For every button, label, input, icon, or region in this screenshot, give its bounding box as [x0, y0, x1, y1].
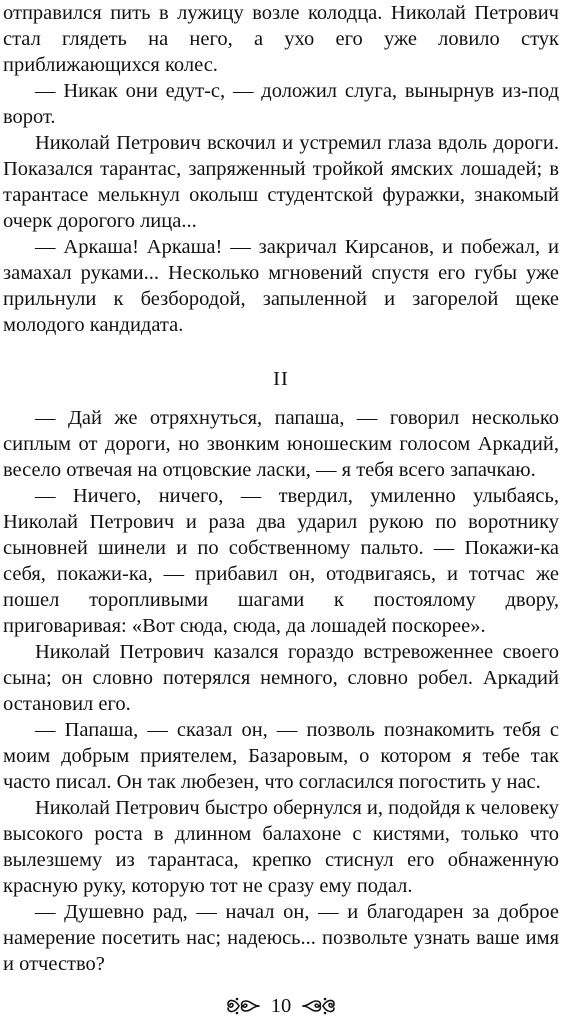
paragraph: отправился пить в лужицу возле колодца. Николай Петрович стал глядеть на него, а ухо его уже ловило стук приближающихся колес. — [3, 2, 559, 76]
chapter-text — [3, 405, 559, 977]
paragraph: — Никак они едут-с, — доложил слуга, вынырнув из-под ворот. — [3, 80, 559, 128]
paragraph: Николай Петрович вскочил и устремил глаза вдоль дороги. Показался тарантас, запряженный тройкой ямских лошадей; в тарантасе мелькнул околыш студентской фуражки, знакомый очерк дорогого лица... — [3, 132, 559, 232]
paragraph: Николай Петрович быстро обернулся и, подойдя к человеку высокого роста в длинном балахоне с кистями, только что вылезшему из тарантаса, крепко стиснул его обнаженную красную руку, которую тот не сразу ему подал. — [3, 797, 559, 897]
paragraph: — Душевно рад, — начал он, — и благодарен за доброе намерение посетить нас; надеюсь... позвольте узнать ваше имя и отчество? — [3, 901, 559, 975]
page-number: 10 — [270, 995, 292, 1017]
chapter-heading: II — [273, 368, 289, 390]
scroll-ornament-left-icon — [225, 995, 261, 1017]
paragraph: — Дай же отряхнуться, папаша, — говорил несколько сиплым от дороги, но звонким юношеским голосом Аркадий, весело отвечая на отцовские ласки, — я тебя всего запачкаю. — [3, 407, 559, 481]
scroll-ornament-right-icon — [301, 995, 337, 1017]
paragraph: Николай Петрович казался гораздо встревоженнее своего сына; он словно потерялся немного, словно робел. Аркадий остановил его. — [3, 641, 559, 715]
paragraph: — Аркаша! Аркаша! — закричал Кирсанов, и побежал, и замахал руками... Несколько мгновений спустя его губы уже прильнули к безбородой, запыленной и загорелой щеке молодого кандидата. — [3, 236, 559, 336]
paragraph: — Ничего, ничего, — твердил, умиленно улыбаясь, Николай Петрович и раза два ударил рукою по воротнику сыновней шинели и по собственному пальто. — Покажи-ка себя, покажи-ка, — прибавил он, отодвигаясь, и тотчас же пошел торопливыми шагами к постоялому двору, приговаривая: «Вот сюда, сюда, да лошадей поскорее». — [3, 485, 559, 637]
paragraph: — Папаша, — сказал он, — позволь познакомить тебя с моим добрым приятелем, Базаровым, о котором я тебе так часто писал. Он так любезен, что согласился погостить у нас. — [3, 719, 559, 793]
page-footer — [0, 992, 562, 1020]
text-before-chapter — [3, 0, 559, 338]
